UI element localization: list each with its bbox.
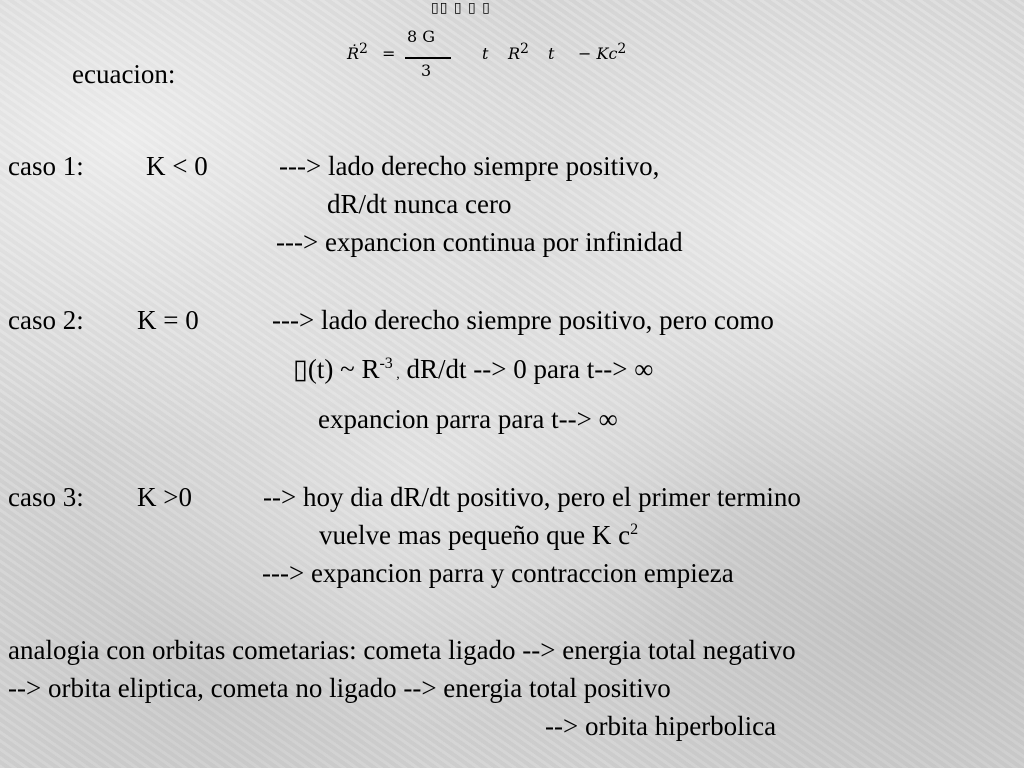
equation-fraction-bar [405,57,451,59]
caso2-condition: K = 0 [137,305,199,335]
caso3-line1: --> hoy dia dR/dt positivo, pero el primer termino [263,482,801,512]
equation-label: ecuacion: [72,59,176,89]
equation-numerator: 8 G [407,27,436,46]
analogia-line2: --> orbita eliptica, cometa no ligado --> energia total positivo [8,673,671,703]
analogia-line1: analogia con orbitas cometarias: cometa ligado --> energia total negativo [8,635,796,665]
caso1-condition: K < 0 [146,151,208,181]
equation-denominator: 3 [421,61,432,80]
caso3-condition: K >0 [137,482,192,512]
caso2-line1: ---> lado derecho siempre positivo, pero como [272,305,774,335]
caso1-line3: ---> expancion continua por infinidad [276,227,683,257]
caso3-heading: caso 3: [8,482,84,512]
caso1-line2: dR/dt nunca cero [327,189,512,219]
caso3-line3: ---> expancion parra y contraccion empieza [262,558,734,588]
equation-minus-kc2: − $Kc^2$ [578,41,627,63]
caso1-heading: caso 1: [8,151,84,181]
equation-t2: t [548,44,555,63]
equation-missing-glyphs: ▯▯ ▯ ▯ ▯ [431,0,491,16]
equation-t1: t [482,44,489,63]
equation-lhs: Ṙ$^2$ [347,41,368,63]
caso2-line2: ▯(t) ~ $R^{-3}$ , dR/dt --> 0 para t--> ∞ [293,354,654,384]
caso3-line2: vuelve mas pequeño que K $c^2$ [319,520,639,550]
equation-r-squared: $R^2$ [508,41,529,63]
caso2-line3: expancion parra para t--> ∞ [318,404,618,434]
caso2-heading: caso 2: [8,305,84,335]
analogia-line3: --> orbita hiperbolica [545,711,777,741]
caso1-line1: ---> lado derecho siempre positivo, [279,151,660,181]
equation-equals: = [382,44,396,63]
